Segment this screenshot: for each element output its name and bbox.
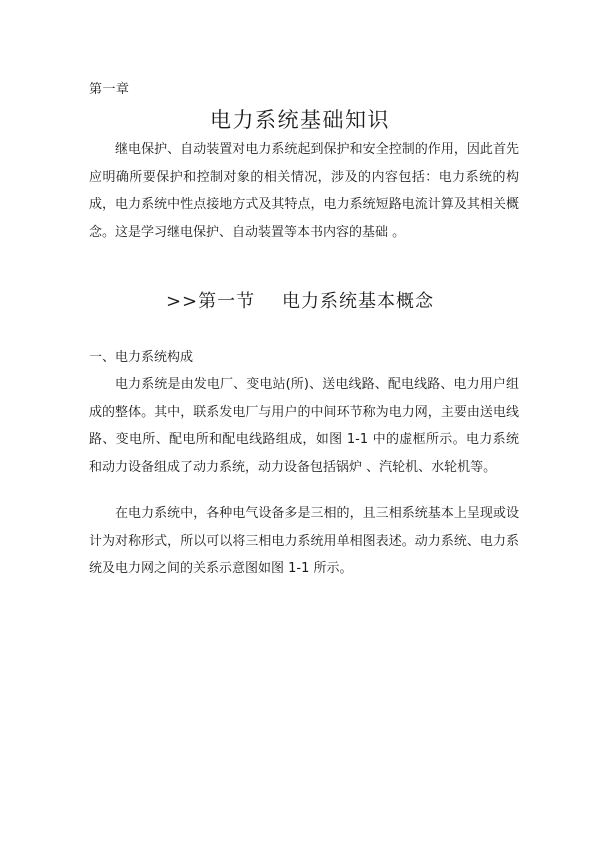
chapter-label: 第一章 [89,82,130,97]
subsection-heading: 一、电力系统构成 [89,350,194,365]
body-paragraph: 电力系统是由发电厂、变电站(所)、送电线路、配电线路、电力用户组成的整体。其中，联系发电厂与用户的中间环节称为电力网，主要由送电线路、变电所、配电所和配电线路组成，如图 1-1 中的虚框所示。电力系统和动力设备组成了动力系统，动力设备包括锅炉 、汽轮机、水轮机等。 [89,377,519,475]
intro-paragraph: 继电保护、自动装置对电力系统起到保护和安全控制的作用，因此首先应明确所要保护和控制对象的相关情况，涉及的内容包括：电力系统的构成，电力系统中性点接地方式及其特点，电力系统短路电流计算及其相关概念。这是学习继电保护、自动装置等本书内容的基础 。 [89,142,519,240]
section-heading: >>第一节 电力系统基本概念 [165,291,435,312]
body-paragraph: 在电力系统中，各种电气设备多是三相的，且三相系统基本上呈现或设计为对称形式，所以可以将三相电力系统用单相图表述。动力系统、电力系统及电力网之间的关系示意图如图 1-1 所示。 [89,506,519,576]
chapter-title: 电力系统基础知识 [210,108,390,132]
